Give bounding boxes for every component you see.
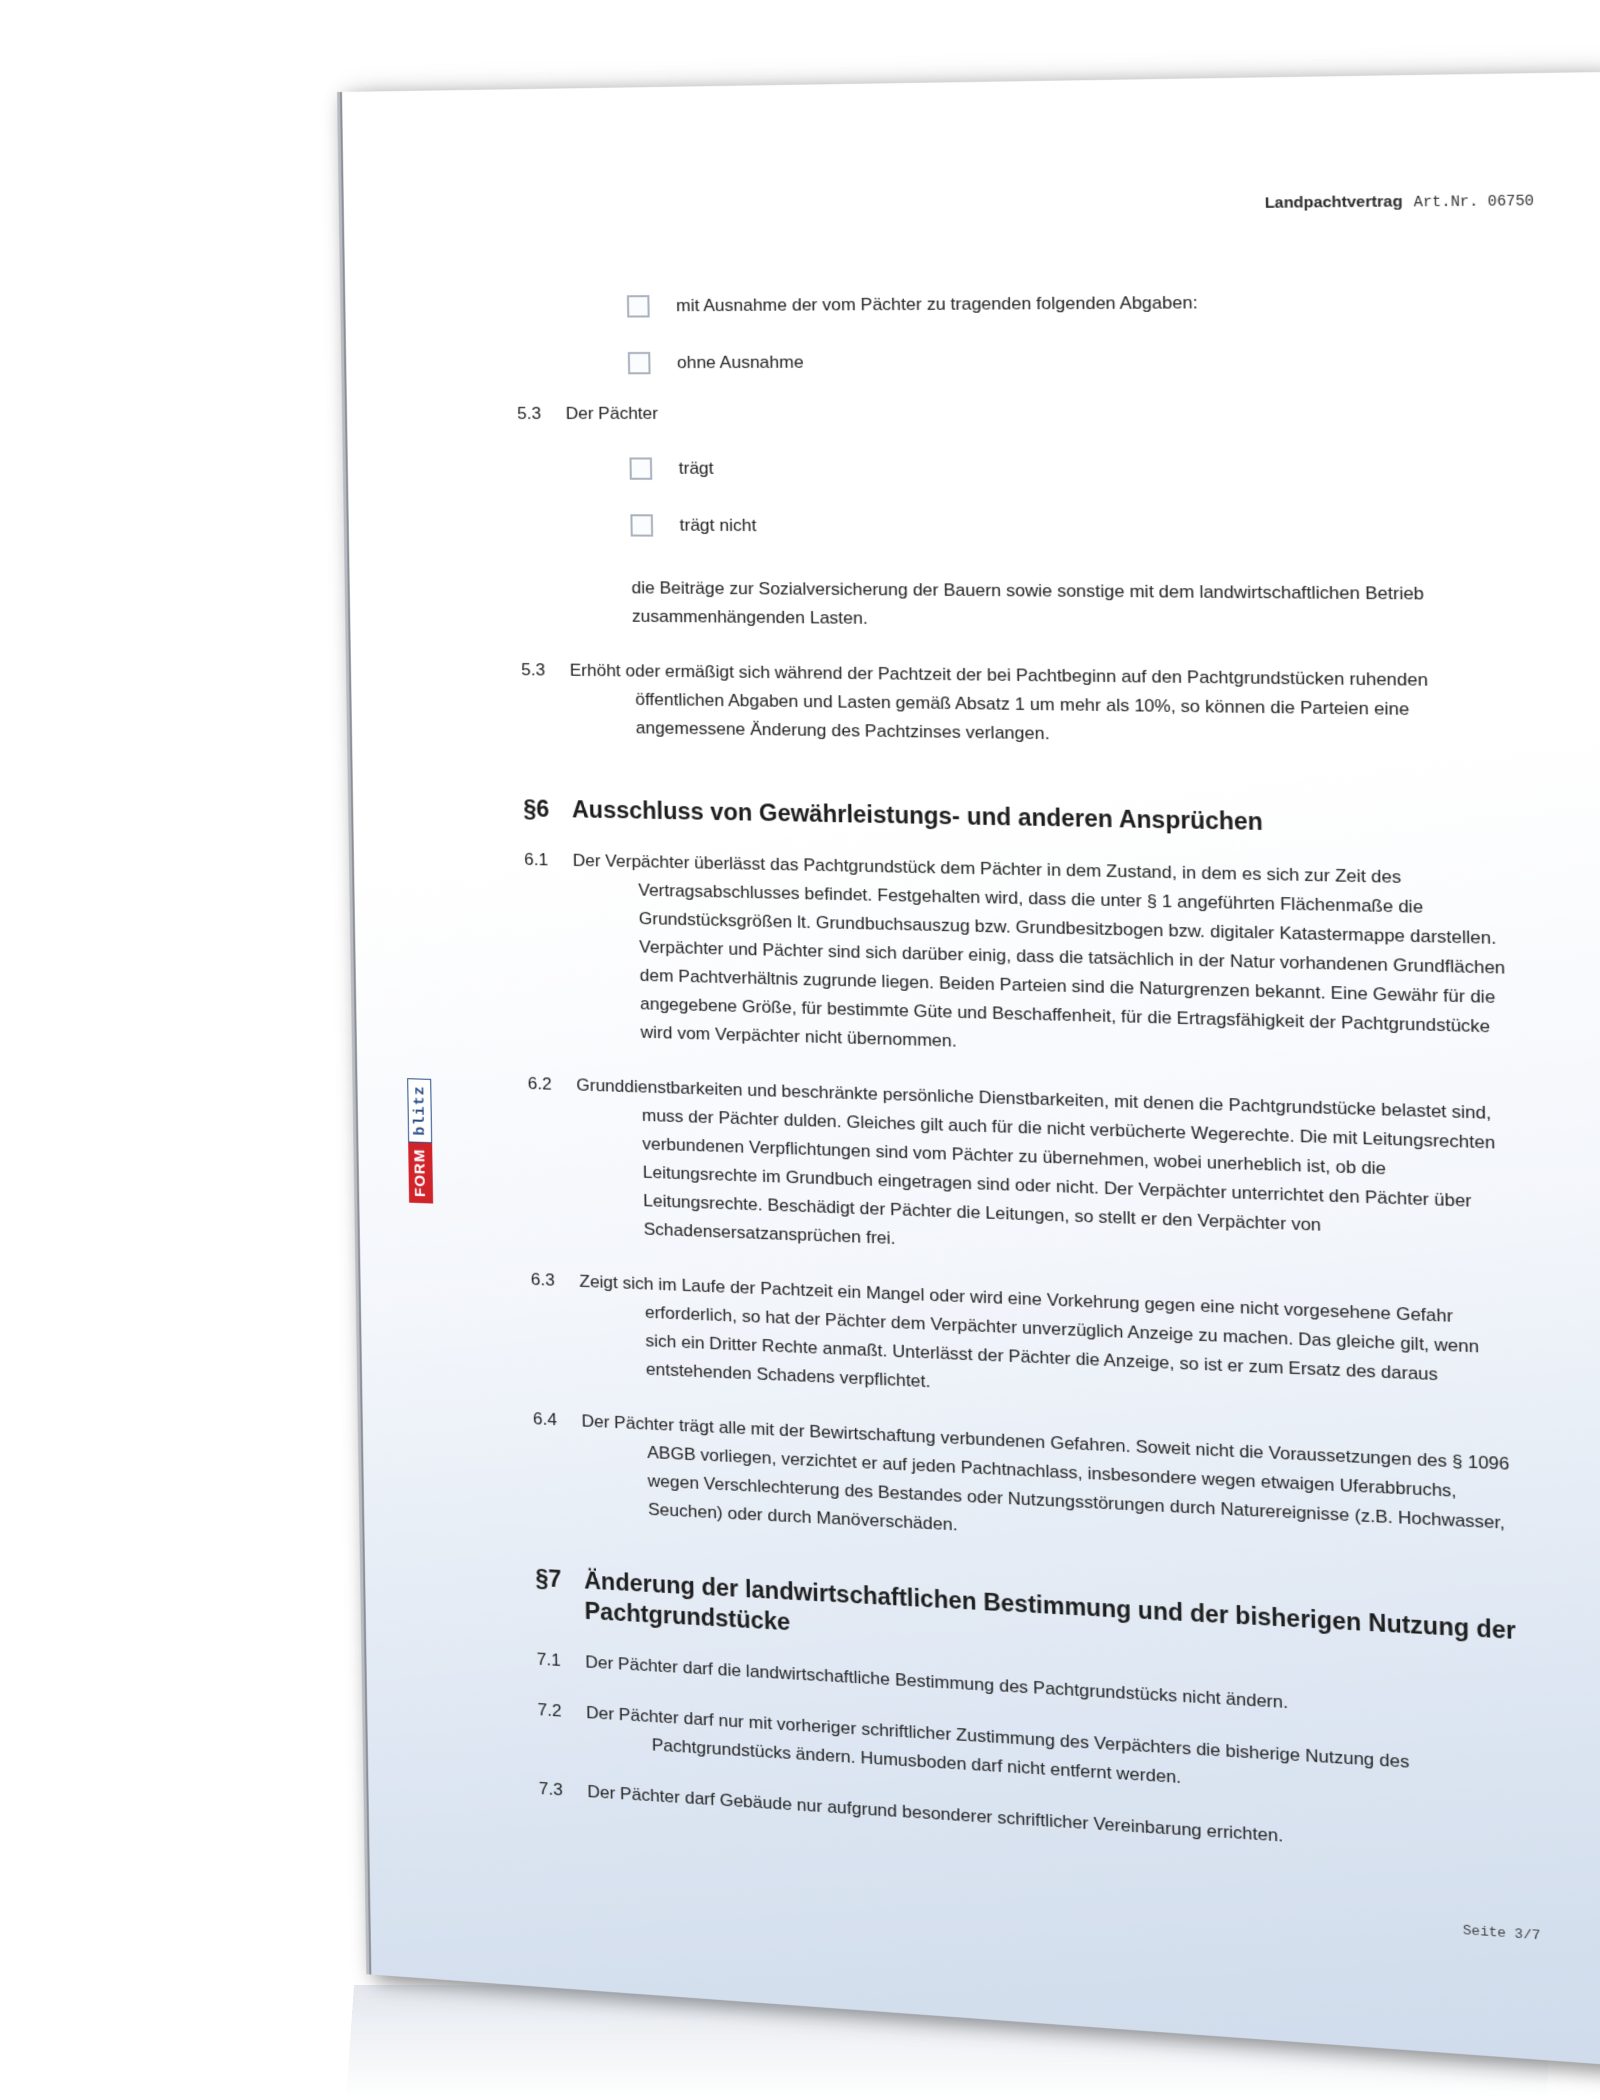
checkbox-option[interactable] xyxy=(627,278,1498,328)
checkbox-icon[interactable] xyxy=(629,457,652,479)
clause-number: 5.3 xyxy=(521,660,546,680)
section-title: Änderung der landwirtschaftlichen Bestimmung und der bisherigen Nutzung der Pachtgrundstücke xyxy=(583,1567,1516,1645)
checkbox-option[interactable] xyxy=(629,446,1500,493)
logo-part-blitz: blitz xyxy=(407,1078,432,1143)
clause-text: Erhöht oder ermäßigt sich während der Pachtzeit der bei Pachtbeginn auf den Pachtgrundstücken ruhenden öffentlichen Abgaben und Lasten gemäß Absatz 1 um mehr als 10%, so können die Parteien eine angemessene Änderung des Pachtzinses verlangen. xyxy=(569,660,1429,744)
clause-text: Grunddienstbarkeiten und beschränkte persönliche Dienstbarkeiten, mit denen die Pachtgrundstücke belastet sind, muss der Pächter dulden. Gleiches gilt auch für die nicht verbücherte Wegerechte. Die mit Leitungsrechten verbundenen Verpflichtungen sind vom Pächter zu übernehmen, wobei unerheblich ist, ob die Leitungsrechte im Grundbuch eingetragen sind oder nicht. Der Verpächter unterrichtet den Pächter über Leitungsrechte. Beschädigt der Pächter die Leitungen, so stellt er den Verpächter von Schadensersatzansprüchen frei. xyxy=(576,1075,1496,1249)
clause-text: Der Pächter darf nur mit vorheriger schriftlicher Zustimmung des Verpächters die bisherige Nutzung des Pachtgrundstücks ändern. Humusboden darf nicht entfernt werden. xyxy=(586,1702,1410,1788)
checkbox-label: mit Ausnahme der vom Pächter zu tragenden folgenden Abgaben: xyxy=(675,292,1198,316)
section-number: §6 xyxy=(523,795,550,822)
clause-6-2 xyxy=(527,1070,1512,1277)
clause-text: Der Pächter darf die landwirtschaftliche Bestimmung des Pachtgrundstücks nicht ändern. xyxy=(585,1652,1289,1713)
document-title: Landpachtvertrag xyxy=(1264,192,1403,213)
section-title: Ausschluss von Gewährleistungs- und anderen Ansprüchen xyxy=(571,796,1264,836)
clause-number: 7.3 xyxy=(538,1778,563,1800)
clause-text: Der Pächter darf Gebäude nur aufgrund besonderer schriftlicher Vereinbarung errichten. xyxy=(587,1781,1284,1846)
checkbox-label: trägt nicht xyxy=(679,515,757,536)
checkbox-icon[interactable] xyxy=(630,514,653,536)
clause-5-3-a xyxy=(517,399,1499,429)
clause-text: Zeigt sich im Laufe der Pachtzeit ein Mangel oder wird eine Vorkehrung gegen eine nicht vorgesehene Gefahr erforderlich, so hat der Pächter dem Verpächter unverzüglich Anzeige zu machen. Das gleiche gilt, wenn sich ein Dritter Rechte anmaßt. Unterlässt der Pächter die Anzeige, so ist er zum Ersatz des daraus entstehenden Schadens verpflichtet. xyxy=(579,1271,1480,1392)
logo-text xyxy=(407,1078,433,1204)
checkbox-label: ohne Ausnahme xyxy=(676,352,804,373)
clause-number: 7.2 xyxy=(537,1699,562,1721)
clause-5-3-continuation: die Beiträge zur Sozialversicherung der Bauern sowie sonstige mit dem landwirtschaftlichen Betrieb zusammenhängenden Lasten. xyxy=(631,578,1425,628)
formblitz-logo xyxy=(407,1052,433,1203)
clause-number: 5.3 xyxy=(517,403,542,424)
checkbox-option[interactable] xyxy=(630,503,1501,552)
checkbox-option[interactable] xyxy=(628,337,1499,385)
clause-6-1 xyxy=(524,846,1510,1072)
clause-number: 6.3 xyxy=(530,1269,555,1290)
clause-text: Der Verpächter überlässt das Pachtgrundstück dem Pächter in dem Zustand, in dem es sich zur Zeit des Vertragsabschlusses befindet. Festgehalten wird, dass die unter § 1 angeführten Flächenmaße die Grundstücksgrößen lt. Grundbuchsauszug bzw. Grundbesitzbogen bzw. digitaler Katastermappe darstellen. Verpächter und Pächter sind sich darüber einig, dass die tatsächlich in der Natur vorhandenen Grundflächen dem Pachtverhältnis zugrunde liegen. Beiden Parteien sind die Naturgrenzen bekannt. Eine Gewähr für die angegebene Größe, für bestimmte Güte und Beschaffenheit, für die Ertragsfähigkeit der Pachtgrundstücke wird vom Verpächter nicht übernommen. xyxy=(572,850,1506,1051)
clause-number: 6.4 xyxy=(532,1409,558,1430)
clause-text: Der Pächter trägt alle mit der Bewirtschaftung verbundenen Gefahren. Soweit nicht die Voraussetzungen des § 1096 ABGB vorliegen, verzichtet er auf jeden Pachtnachlass, insbesondere wegen etwaigen Uferabbruchs, wegen Verschlechterung des Bestandes oder Nutzungsstörungen durch Naturereignisse (z.B. Hochwasser, Seuchen) oder durch Manöverschäden. xyxy=(581,1411,1510,1535)
clause-6-4 xyxy=(533,1405,1518,1568)
clause-6-3 xyxy=(531,1266,1516,1423)
document-page xyxy=(340,72,1600,2068)
clause-text: Der Pächter xyxy=(565,403,659,423)
clause-5-3-b xyxy=(521,656,1504,755)
article-number: Art.Nr. 06750 xyxy=(1413,193,1535,212)
page-content xyxy=(515,266,1523,1867)
checkbox-icon[interactable] xyxy=(628,352,651,374)
clause-number: 6.2 xyxy=(527,1073,552,1094)
checkbox-icon[interactable] xyxy=(627,295,650,317)
page-number: Seite 3/7 xyxy=(1462,1922,1541,1944)
checkbox-label: trägt xyxy=(678,458,714,478)
section-heading-6 xyxy=(523,793,1506,841)
page-header xyxy=(1265,191,1535,213)
section-number: §7 xyxy=(535,1564,562,1593)
clause-number: 7.1 xyxy=(536,1649,561,1671)
logo-part-form: FORM xyxy=(408,1142,433,1203)
clause-number: 6.1 xyxy=(524,849,549,870)
